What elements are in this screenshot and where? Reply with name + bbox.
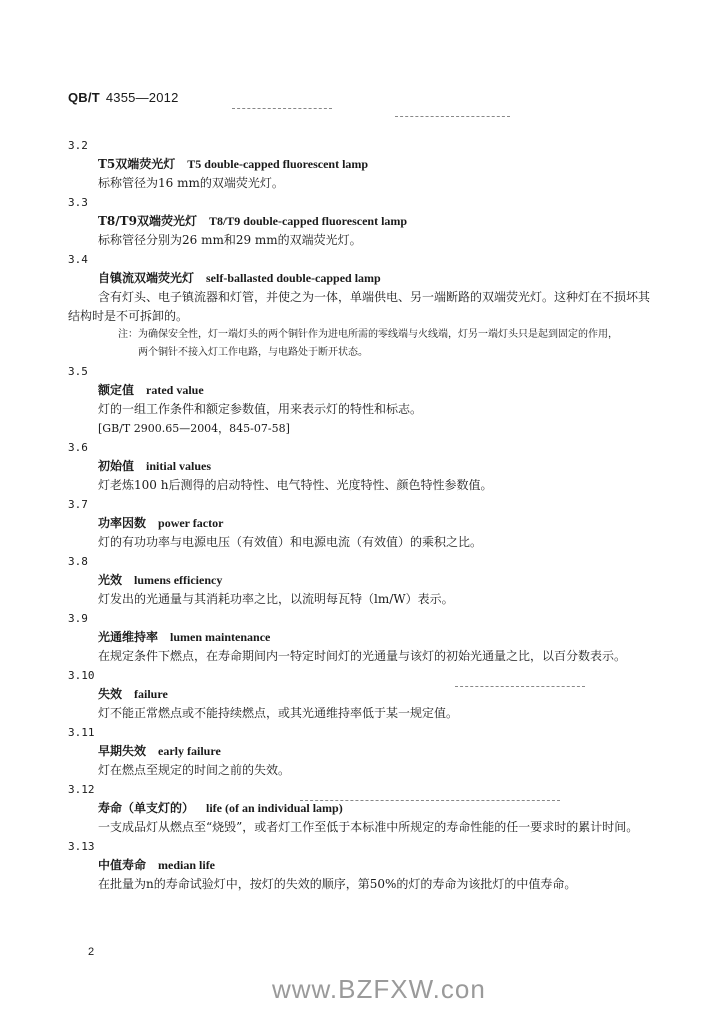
term-zh: 光通维持率	[98, 630, 159, 644]
section-number: 3.9	[68, 612, 88, 625]
term-en: self-ballasted double-capped lamp	[206, 271, 381, 285]
term-zh: 额定值	[98, 383, 135, 397]
section-number: 3.6	[68, 441, 88, 454]
section-number: 3.11	[68, 726, 95, 739]
definition-entry	[68, 438, 658, 495]
definition-text: 标称管径为16 mm的双端荧光灯。	[98, 176, 284, 190]
term-heading	[68, 155, 658, 174]
section-number: 3.4	[68, 253, 88, 266]
standard-code: QB/T	[68, 90, 100, 105]
standard-number: 4355—2012	[105, 90, 179, 105]
definition-text: 含有灯头、电子镇流器和灯管，并使之为一体，单端供电、另一端断路的双端荧光灯。这种灯在不损坏其结构时是不可拆卸的。	[68, 290, 651, 323]
definition-entry	[68, 609, 658, 666]
watermark: www.BZFXW.con	[272, 974, 486, 1004]
term-zh: 失效	[98, 687, 123, 701]
definition-entry	[68, 666, 658, 723]
term-en: T8/T9 double-capped fluorescent lamp	[208, 214, 408, 228]
term-heading	[68, 212, 658, 231]
note-line: 两个铜针不接入灯工作电路，与电路处于断开状态。	[138, 347, 368, 358]
definition-text: 灯的有功功率与电源电压（有效值）和电源电流（有效值）的乘积之比。	[98, 535, 483, 549]
section-number: 3.13	[68, 840, 95, 853]
definition-text: 在规定条件下燃点，在寿命期间内一特定时间灯的光通量与该灯的初始光通量之比，以百分数表示。	[98, 649, 627, 663]
term-zh: 功率因数	[98, 516, 147, 530]
term-zh: 光效	[98, 573, 123, 587]
term-en: median life	[158, 858, 216, 872]
scan-artifact	[232, 108, 332, 109]
definition-text: 灯不能正常燃点或不能持续燃点，或其光通维持率低于某一规定值。	[98, 706, 459, 720]
term-zh: 初始值	[98, 459, 135, 473]
term-heading	[68, 269, 658, 288]
definition-text: 灯在燃点至规定的时间之前的失效。	[98, 763, 291, 777]
term-heading	[68, 457, 658, 476]
term-heading	[68, 628, 658, 647]
term-heading	[68, 685, 658, 704]
term-zh: 中值寿命	[98, 858, 147, 872]
term-en: failure	[134, 687, 168, 701]
definition-text: 灯的一组工作条件和额定参数值，用来表示灯的特性和标志。	[98, 402, 423, 416]
term-heading	[68, 799, 658, 818]
section-number: 3.10	[68, 669, 95, 682]
term-en: power factor	[158, 516, 224, 530]
definition-entry	[68, 495, 658, 552]
term-en: lumen maintenance	[170, 630, 271, 644]
section-number: 3.2	[68, 139, 88, 152]
section-number: 3.12	[68, 783, 95, 796]
scan-artifact	[395, 116, 510, 117]
term-en: T5 double-capped fluorescent lamp	[187, 157, 369, 171]
term-en: initial values	[146, 459, 212, 473]
definition-entry	[68, 780, 658, 837]
term-en: rated value	[146, 383, 204, 397]
term-heading	[68, 514, 658, 533]
note-line: 注：为确保安全性，灯一端灯头的两个铜针作为进电所需的零线端与火线端，灯另一端灯头只是起到固定的作用，	[118, 329, 618, 340]
section-number: 3.8	[68, 555, 88, 568]
term-zh: T8/T9双端荧光灯	[98, 214, 197, 228]
term-en: life (of an individual lamp)	[206, 801, 343, 815]
term-en: lumens efficiency	[134, 573, 223, 587]
term-zh: T5双端荧光灯	[98, 157, 176, 171]
definition-entry	[68, 723, 658, 780]
definition-entry	[68, 250, 658, 362]
standard-code-header	[68, 90, 179, 105]
term-heading	[68, 381, 658, 400]
definition-text: 在批量为n的寿命试验灯中，按灯的失效的顺序，第50%的灯的寿命为该批灯的中值寿命。	[98, 877, 577, 891]
reference-citation: [GB/T 2900.65—2004，845-07-58]	[98, 422, 290, 435]
definition-entry	[68, 362, 658, 438]
definition-text: 灯老炼100 h后测得的启动特性、电气特性、光度特性、颜色特性参数值。	[98, 478, 493, 492]
term-zh: 早期失效	[98, 744, 147, 758]
definition-text: 一支成品灯从燃点至“烧毁”，或者灯工作至低于本标准中所规定的寿命性能的任一要求时的累计时间。	[98, 820, 639, 834]
term-heading	[68, 856, 658, 875]
definitions-list	[68, 136, 658, 894]
definition-entry	[68, 552, 658, 609]
definition-entry	[68, 837, 658, 894]
term-zh: 自镇流双端荧光灯	[98, 271, 195, 285]
term-en: early failure	[158, 744, 221, 758]
definition-text: 灯发出的光通量与其消耗功率之比，以流明每瓦特（lm/W）表示。	[98, 592, 454, 606]
term-heading	[68, 742, 658, 761]
term-heading	[68, 571, 658, 590]
definition-entry	[68, 193, 658, 250]
definition-entry	[68, 136, 658, 193]
section-number: 3.5	[68, 365, 88, 378]
note-text	[68, 326, 658, 362]
term-zh: 寿命（单支灯的）	[98, 801, 195, 815]
section-number: 3.7	[68, 498, 88, 511]
section-number: 3.3	[68, 196, 88, 209]
page-number: 2	[88, 946, 95, 958]
definition-text: 标称管径分别为26 mm和29 mm的双端荧光灯。	[98, 233, 362, 247]
